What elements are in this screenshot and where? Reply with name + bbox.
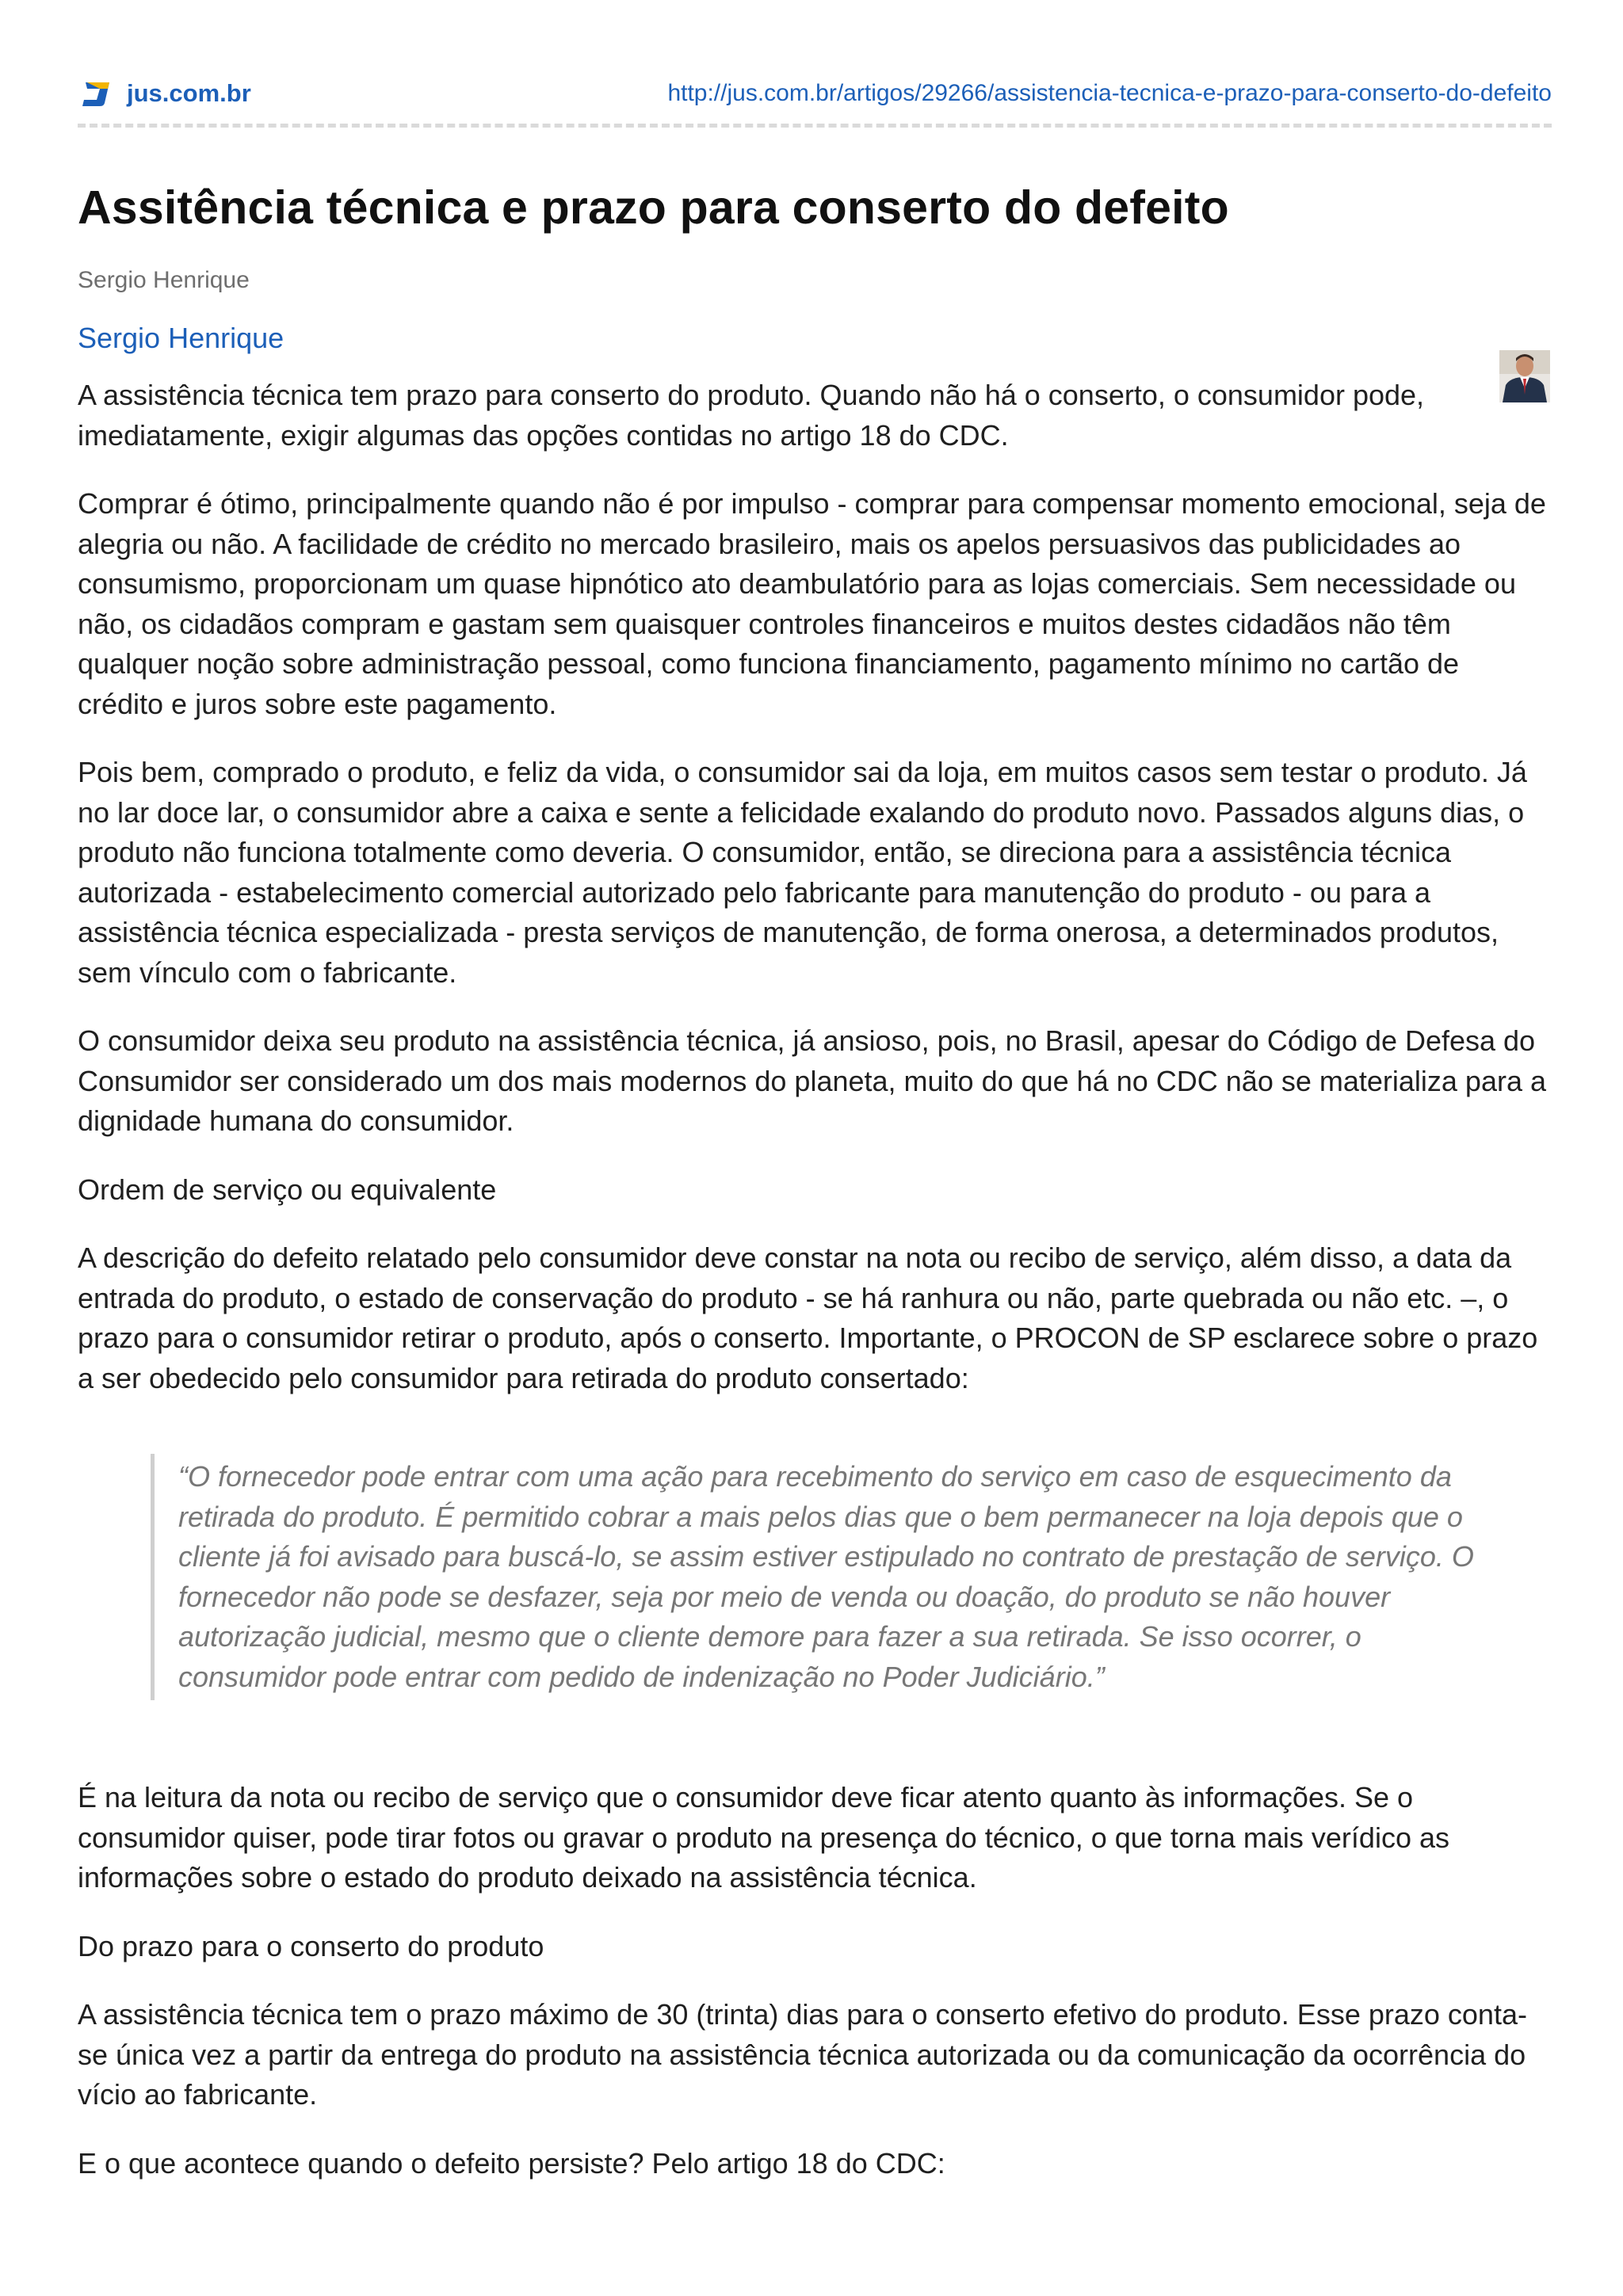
site-brand-link[interactable] xyxy=(78,79,251,108)
article-paragraph: E o que acontece quando o defeito persiste? Pelo artigo 18 do CDC: xyxy=(78,2146,945,2180)
article xyxy=(78,179,1552,2212)
article-byline: Sergio Henrique xyxy=(78,267,250,293)
article-paragraph: Pois bem, comprado o produto, e feliz da vida, o consumidor sai da loja, em muitos casos sem testar o produto. Já no lar doce lar, o consumidor abre a caixa e sente a felicidade exalando do produto novo. Passados alguns dias, o produto não funciona totalmente como deveria. O consumidor, então, se direciona para a assistência técnica autorizada - estabelecimento comercial autorizado pelo fabricante para manutenção do produto - ou para a assistência técnica especializada - presta serviços de manutenção, de forma onerosa, a determinados produtos, sem vínculo com o fabricante. xyxy=(78,756,1527,989)
article-title: Assitência técnica e prazo para conserto do defeito xyxy=(78,181,1229,234)
section-heading-repair-deadline: Do prazo para o conserto do produto xyxy=(78,1929,544,1962)
blockquote-text: “O fornecedor pode entrar com uma ação para recebimento do serviço em caso de esquecimento da retirada do produto. É permitido cobrar a mais pelos dias que o bem permanecer na loja depois que o cliente já foi avisado para buscá-lo, se assim estiver estipulado no contrato de prestação de serviço. O fornecedor não pode se desfazer, seja por meio de venda ou doação, do produto se não houver autorização judicial, mesmo que o cliente demore para fazer a sua retirada. Se isso ocorrer, o consumidor pode entrar com pedido de indenização no Poder Judiciário.” xyxy=(178,1460,1474,1693)
author-link[interactable]: Sergio Henrique xyxy=(78,322,285,354)
article-paragraph: A assistência técnica tem prazo para conserto do produto. Quando não há o conserto, o consumidor pode, imediatamente, exigir algumas das opções contidas no artigo 18 do CDC. xyxy=(78,379,1425,452)
page-header xyxy=(78,76,1552,111)
article-paragraph: É na leitura da nota ou recibo de serviço que o consumidor deve ficar atento quanto às informações. Se o consumidor quiser, pode tirar fotos ou gravar o produto na presença do técnico, o que torna mais verídico as informações sobre o estado do produto deixado na assistência técnica. xyxy=(78,1781,1449,1894)
article-paragraph: A descrição do defeito relatado pelo consumidor deve constar na nota ou recibo de serviço, além disso, a data da entrada do produto, o estado de conservação do produto - se há ranhura ou não, parte quebrada ou não etc. –, o prazo para o consumidor retirar o produto, após o conserto. Importante, o PROCON de SP esclarece sobre o prazo a ser obedecido pelo consumidor para retirada do produto consertado: xyxy=(78,1241,1538,1394)
procon-blockquote xyxy=(151,1454,1478,1700)
jus-logo-icon xyxy=(78,79,113,108)
header-divider xyxy=(78,124,1552,128)
source-url-link[interactable]: http://jus.com.br/artigos/29266/assistencia-tecnica-e-prazo-para-conserto-do-defeito xyxy=(667,80,1552,106)
section-heading-service-order: Ordem de serviço ou equivalente xyxy=(78,1173,497,1206)
site-name: jus.com.br xyxy=(127,79,251,107)
article-paragraph: O consumidor deixa seu produto na assistência técnica, já ansioso, pois, no Brasil, apesar do Código de Defesa do Consumidor ser considerado um dos mais modernos do planeta, muito do que há no CDC não se materializa para a dignidade humana do consumidor. xyxy=(78,1024,1546,1137)
article-paragraph: Comprar é ótimo, principalmente quando não é por impulso - comprar para compensar momento emocional, seja de alegria ou não. A facilidade de crédito no mercado brasileiro, mais os apelos persuasivos das publicidades ao consumismo, proporcionam um quase hipnótico ato deambulatório para as lojas comerciais. Sem necessidade ou não, os cidadãos compram e gastam sem quaisquer controles financeiros e muitos destes cidadãos não têm qualquer noção sobre administração pessoal, como funciona financiamento, pagamento mínimo no cartão de crédito e juros sobre este pagamento. xyxy=(78,487,1546,720)
article-paragraph: A assistência técnica tem o prazo máximo de 30 (trinta) dias para o conserto efetivo do produto. Esse prazo conta-se única vez a partir da entrega do produto na assistência técnica autorizada ou da comunicação da ocorrência do vício ao fabricante. xyxy=(78,1998,1527,2111)
